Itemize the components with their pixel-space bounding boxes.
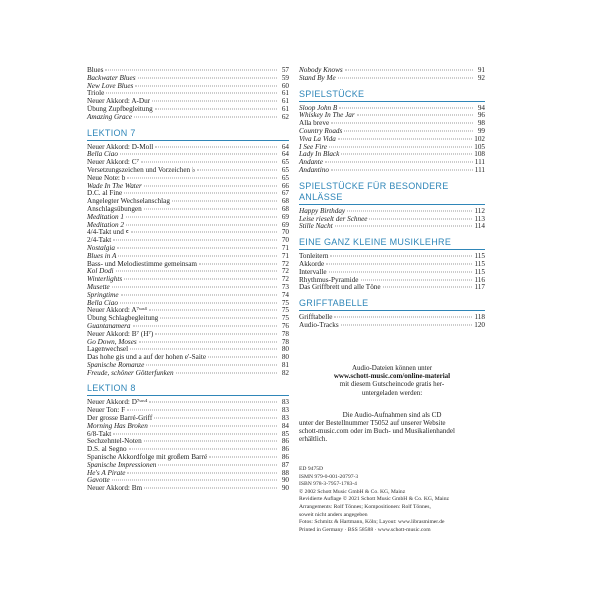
toc-entry-page: 90: [281, 484, 289, 493]
toc-entry-page: 111: [474, 158, 485, 167]
toc-entry-title: Angelegter Wechselanschlag: [87, 197, 170, 206]
toc-dot-leader: [120, 154, 277, 155]
toc-dot-leader: [335, 226, 473, 227]
audio-download-note: [299, 364, 485, 453]
toc-entry-title: Nostalgia: [87, 243, 115, 252]
toc-entry-title: Andante: [299, 158, 323, 167]
toc-entry-page: 115: [474, 259, 485, 268]
toc-dot-leader: [139, 341, 277, 342]
toc-entry: [299, 261, 485, 269]
toc-entry-title: Wade In The Water: [87, 181, 142, 190]
online-material-link[interactable]: www.schott-music.com/online-material: [333, 372, 451, 381]
toc-entry-page: 65: [281, 165, 289, 174]
toc-dot-leader: [160, 318, 277, 319]
toc-list-musiklehre: [299, 253, 485, 292]
toc-dot-leader: [124, 279, 277, 280]
toc-dot-leader: [199, 263, 277, 264]
toc-entry-title: 2/4-Takt: [87, 236, 112, 245]
audio-cd-line: erhältlich.: [299, 435, 328, 444]
toc-entry-title: Morning Has Broken: [87, 421, 148, 430]
toc-entry-page: 88: [281, 468, 289, 477]
toc-entry-page: 64: [281, 142, 289, 151]
toc-dot-leader: [383, 287, 473, 288]
toc-dot-leader: [149, 402, 277, 403]
toc-dot-leader: [329, 146, 472, 147]
toc-entry-title: Backwater Blues: [87, 73, 136, 82]
toc-dot-leader: [117, 247, 277, 248]
toc-entry-page: 118: [474, 313, 485, 322]
toc-dot-leader: [326, 263, 472, 264]
toc-dot-leader: [208, 357, 277, 358]
toc-left-column: [87, 67, 289, 493]
toc-dot-leader: [197, 169, 277, 170]
toc-entry-title: Bella Ciao: [87, 150, 118, 159]
toc-entry-page: 111: [474, 165, 485, 174]
toc-entry-title: Bella Ciao: [87, 298, 118, 307]
toc-entry-page: 72: [281, 267, 289, 276]
toc-entry-title: Viva La Vida: [299, 134, 336, 143]
toc-dot-leader: [113, 240, 277, 241]
toc-dot-leader: [127, 177, 277, 178]
toc-dot-leader: [357, 115, 473, 116]
toc-dot-leader: [116, 271, 277, 272]
toc-entry-page: 60: [281, 81, 289, 90]
toc-dot-leader: [331, 123, 473, 124]
toc-dot-leader: [347, 210, 472, 211]
toc-entry-page: 82: [281, 368, 289, 377]
toc-entry-title: Anschlagsübungen: [87, 204, 142, 213]
toc-entry-title: Blues in A: [87, 251, 117, 260]
toc-entry-page: 116: [474, 275, 485, 284]
toc-entry-page: 74: [281, 290, 289, 299]
audio-note-line: Audio-Dateien können unter: [351, 364, 433, 372]
revised-edition: Revidierte Auflage © 2021 Schott Music GmbH & Co. KG, Mainz: [299, 496, 449, 503]
toc-entry-title: Spanische Akkordfolge mit großem Barré: [87, 453, 208, 462]
toc-entry-page: 81: [281, 360, 289, 369]
toc-entry: [87, 114, 289, 122]
toc-entry-page: 57: [281, 66, 289, 74]
printed-in: Printed in Germany · BSS 58588 · www.schott-music.com: [299, 526, 431, 533]
toc-dot-leader: [329, 271, 473, 272]
toc-dot-leader: [150, 425, 277, 426]
toc-dot-leader: [172, 201, 277, 202]
toc-dot-leader: [126, 224, 277, 225]
toc-entry-title: Andantino: [299, 165, 329, 174]
toc-entry-page: 66: [281, 181, 289, 190]
toc-dot-leader: [120, 302, 277, 303]
toc-dot-leader: [138, 77, 277, 78]
toc-entry-page: 71: [281, 243, 289, 252]
toc-entry-page: 68: [281, 197, 289, 206]
toc-entry-page: 115: [474, 252, 485, 261]
toc-entry: [87, 83, 289, 91]
toc-entry-title: Country Roads: [299, 126, 343, 135]
section-heading-lektion-7: LEKTION 7: [87, 128, 289, 141]
toc-entry-title: He's A Pirate: [87, 468, 126, 477]
toc-entry-title: Spanische Romanze: [87, 360, 145, 369]
toc-dot-leader: [155, 108, 277, 109]
toc-dot-leader: [334, 317, 472, 318]
audio-cd-line: Die Audio-Aufnahmen sind als CD: [342, 410, 442, 419]
toc-entry-title: Freude, schöner Götterfunken: [87, 368, 174, 377]
toc-entry-page: 64: [281, 150, 289, 159]
toc-entry-page: 72: [281, 259, 289, 268]
toc-entry-page: 83: [281, 398, 289, 407]
toc-entry: [299, 253, 485, 261]
ismn: ISMN 979-0-001-20797-3: [299, 473, 359, 480]
toc-entry-page: 114: [474, 222, 485, 231]
publisher-info: [299, 466, 495, 534]
toc-dot-leader: [124, 193, 277, 194]
toc-entry-title: Lady In Black: [299, 150, 340, 159]
toc-entry-page: 86: [281, 453, 289, 462]
toc-dot-leader: [338, 138, 472, 139]
toc-dot-leader: [176, 372, 277, 373]
toc-dot-leader: [345, 70, 473, 71]
audio-note-line: untergeladen werden:: [361, 388, 423, 397]
audio-cd-line: schott-music.com oder im Buch- und Musikalienhandel: [299, 427, 455, 436]
toc-entry-page: 69: [281, 212, 289, 221]
toc-entry-page: 75: [281, 298, 289, 307]
toc-entry-page: 85: [281, 429, 289, 438]
section-heading-lektion-8: LEKTION 8: [87, 383, 289, 396]
toc-entry-page: 115: [474, 267, 485, 276]
toc-entry-title: Meditation 1: [87, 212, 124, 221]
toc-entry-title: Gavotte: [87, 476, 110, 485]
toc-entry-title: Sloop John B: [299, 103, 338, 112]
section-heading-grifftabelle: GRIFFTABELLE: [299, 298, 485, 311]
toc-entry-page: 80: [281, 345, 289, 354]
toc-entry-page: 62: [281, 112, 289, 121]
toc-entry-page: 96: [477, 111, 485, 120]
toc-entry-page: 78: [281, 337, 289, 346]
toc-right-column: [299, 67, 485, 330]
toc-entry: [299, 167, 485, 175]
toc-dot-leader: [144, 488, 277, 489]
toc-entry: [299, 284, 485, 292]
toc-dot-leader: [146, 364, 277, 365]
toc-dot-leader: [144, 185, 277, 186]
toc-entry: [87, 237, 289, 245]
toc-entry-page: 61: [281, 104, 289, 113]
toc-entry-title: Lagenwechsel: [87, 345, 129, 354]
toc-dot-leader: [325, 162, 473, 163]
toc-entry-title: Springtime: [87, 290, 119, 299]
toc-dot-leader: [133, 325, 277, 326]
toc-entry-page: 87: [281, 460, 289, 469]
toc-entry-page: 83: [281, 414, 289, 423]
toc-entry-title: Neuer Akkord: D-Moll: [87, 142, 154, 151]
toc-entry: [87, 229, 289, 237]
toc-entry-page: 92: [477, 73, 485, 82]
toc-entry-page: 75: [281, 306, 289, 315]
toc-entry-page: 86: [281, 437, 289, 446]
toc-entry-page: 83: [281, 406, 289, 415]
toc-dot-leader: [152, 101, 277, 102]
toc-entry-title: Versetzungszeichen und Vorzeichen ♭: [87, 165, 196, 174]
toc-entry-page: 73: [281, 282, 289, 291]
toc-entry: [299, 223, 485, 231]
toc-entry: [87, 485, 289, 493]
toc-entry-title: Musette: [87, 282, 110, 291]
toc-dot-leader: [127, 410, 277, 411]
toc-entry-page: 72: [281, 275, 289, 284]
toc-entry-page: 61: [281, 97, 289, 106]
toc-entry-title: Blues: [87, 66, 104, 74]
toc-entry-page: 102: [474, 134, 485, 143]
toc-dot-leader: [331, 169, 473, 170]
toc-entry-title: Stand By Me: [299, 73, 336, 82]
toc-entry-title: D.S. al Segno: [87, 445, 127, 454]
toc-dot-leader: [105, 70, 277, 71]
toc-entry-page: 75: [281, 314, 289, 323]
toc-entry-title: Sechzehntel-Noten: [87, 437, 142, 446]
toc-list-lektion-7: [87, 144, 289, 378]
toc-entry-page: 65: [281, 173, 289, 182]
toc-entry: [299, 322, 485, 330]
toc-dot-leader: [344, 130, 473, 131]
toc-entry-title: Neuer Akkord: D⁷ˢᵘˢ⁴: [87, 398, 148, 407]
toc-entry-title: Bass- und Melodiestimme gemeinsam: [87, 259, 197, 268]
toc-dot-leader: [154, 418, 277, 419]
toc-entry-title: 4/4-Takt und 𝄴: [87, 228, 129, 237]
toc-entry: [87, 276, 289, 284]
toc-entry-page: 113: [474, 214, 485, 223]
toc-dot-leader: [134, 116, 277, 117]
toc-dot-leader: [141, 162, 277, 163]
toc-list-left-top: [87, 67, 289, 122]
copyright: © 2002 Schott Music GmbH & Co. KG, Mainz: [299, 488, 406, 495]
toc-entry-page: 70: [281, 228, 289, 237]
toc-entry-title: Alla breve: [299, 119, 330, 128]
toc-entry-title: Rhythmus-Pyramide: [299, 275, 359, 284]
toc-dot-leader: [112, 286, 277, 287]
toc-dot-leader: [118, 255, 277, 256]
toc-entry-page: 76: [281, 321, 289, 330]
audio-note-line: mit diesem Gutscheincode gratis her-: [339, 380, 445, 389]
toc-dot-leader: [112, 480, 277, 481]
toc-entry-page: 59: [281, 73, 289, 82]
toc-entry-title: 6/8-Takt: [87, 429, 112, 438]
toc-entry-page: 105: [474, 142, 485, 151]
toc-list-right-top: [299, 67, 485, 83]
toc-entry-page: 117: [474, 283, 485, 292]
toc-entry-page: 71: [281, 251, 289, 260]
toc-dot-leader: [149, 310, 277, 311]
toc-dot-leader: [121, 294, 277, 295]
toc-entry-title: Neuer Ton: F: [87, 406, 126, 415]
toc-entry-title: Das Griffbrett und alle Töne: [299, 283, 381, 292]
toc-entry-page: 68: [281, 204, 289, 213]
toc-entry-page: 94: [477, 103, 485, 112]
toc-entry-title: Amazing Grace: [87, 112, 132, 121]
toc-dot-leader: [341, 324, 473, 325]
toc-entry-page: 84: [281, 421, 289, 430]
toc-dot-leader: [330, 256, 472, 257]
toc-entry-title: Das hohe gis und a auf der hohen e'-Saite: [87, 353, 207, 362]
toc-list-lektion-8: [87, 399, 289, 493]
toc-entry: [87, 423, 289, 431]
toc-entry: [299, 75, 485, 83]
photos-layout-credit: Fotos: Schmitz & Hartmann, Köln; Layout: www.librasmimer.de: [299, 519, 445, 526]
toc-entry-title: Neuer Akkord: A⁷ˢᵘˢ⁴: [87, 306, 147, 315]
toc-entry-page: 69: [281, 220, 289, 229]
toc-entry-title: Spanische Impressionen: [87, 460, 157, 469]
toc-entry-page: 67: [281, 189, 289, 198]
toc-dot-leader: [127, 472, 277, 473]
arrangements-note: soweit nicht anders angegeben: [299, 511, 368, 518]
toc-entry: [87, 261, 289, 269]
toc-entry-title: Guantanamera: [87, 321, 131, 330]
toc-entry-title: Neuer Akkord: A-Dur: [87, 97, 151, 106]
toc-entry-title: Neuer Akkord: B⁷ (H⁷): [87, 329, 154, 338]
toc-dot-leader: [131, 232, 277, 233]
toc-entry-page: 91: [477, 66, 485, 74]
toc-entry-page: 70: [281, 236, 289, 245]
toc-entry-page: 112: [474, 206, 485, 215]
toc-dot-leader: [144, 441, 277, 442]
toc-entry-page: 90: [281, 476, 289, 485]
isbn: ISBN 978-3-7957-1783-4: [299, 481, 357, 488]
toc-dot-leader: [338, 77, 473, 78]
toc-dot-leader: [113, 433, 277, 434]
toc-entry-title: Leise rieselt der Schnee: [299, 214, 368, 223]
toc-entry-title: Meditation 2: [87, 220, 124, 229]
toc-dot-leader: [361, 279, 473, 280]
toc-entry-title: Triole: [87, 89, 105, 98]
toc-entry-title: Neuer Akkord: Bm: [87, 484, 143, 493]
toc-dot-leader: [158, 464, 277, 465]
edition-number: ED 9475D: [299, 466, 324, 472]
toc-entry-title: Neuer Akkord: C⁷: [87, 158, 140, 167]
toc-dot-leader: [339, 107, 473, 108]
toc-entry-title: Go Down, Moses: [87, 337, 137, 346]
toc-entry-title: Kol Dodi: [87, 267, 114, 276]
toc-dot-leader: [129, 449, 277, 450]
audio-cd-line: unter der Bestellnummer T5052 auf unserer Website: [299, 419, 446, 428]
toc-dot-leader: [369, 218, 472, 219]
toc-dot-leader: [130, 349, 277, 350]
toc-entry-title: Übung Schlagbegleitung: [87, 314, 159, 323]
toc-entry-title: Intervalle: [299, 267, 327, 276]
toc-entry-page: 78: [281, 329, 289, 338]
toc-entry-title: Neue Note: b: [87, 173, 126, 182]
section-heading-besondere-anlaesse: SPIELSTÜCKE FÜR BESONDERE ANLÄSSE: [299, 181, 485, 205]
toc-entry-page: 98: [477, 119, 485, 128]
toc-list-grifftabelle: [299, 314, 485, 330]
toc-entry: [87, 470, 289, 478]
toc-dot-leader: [135, 85, 277, 86]
toc-list-spielstuecke: [299, 105, 485, 175]
toc-entry-title: Whiskey In The Jar: [299, 111, 355, 120]
toc-dot-leader: [155, 146, 277, 147]
toc-entry-page: 108: [474, 150, 485, 159]
toc-entry-title: Der grosse Barré-Griff: [87, 414, 153, 423]
section-heading-musiklehre: EINE GANZ KLEINE MUSIKLEHRE: [299, 237, 485, 250]
toc-entry-title: Audio-Tracks: [299, 320, 339, 329]
toc-entry-page: 61: [281, 89, 289, 98]
toc-entry-page: 99: [477, 126, 485, 135]
toc-dot-leader: [126, 216, 277, 217]
section-heading-spielstuecke: SPIELSTÜCKE: [299, 89, 485, 102]
toc-entry-page: 86: [281, 445, 289, 454]
toc-entry-title: Akkorde: [299, 259, 325, 268]
toc-entry-title: Grifftabelle: [299, 313, 333, 322]
toc-entry-title: D.C. al Fine: [87, 189, 123, 198]
toc-entry-title: Übung Zupfbegleitung: [87, 104, 153, 113]
toc-list-besondere-anlaesse: [299, 208, 485, 231]
toc-dot-leader: [341, 154, 472, 155]
toc-entry-title: I See Fire: [299, 142, 328, 151]
toc-entry: [87, 245, 289, 253]
toc-entry: [87, 370, 289, 378]
toc-entry-page: 120: [474, 320, 485, 329]
toc-entry-title: Winterlights: [87, 275, 123, 284]
toc-dot-leader: [106, 93, 277, 94]
arrangements-credit: Arrangements: Rolf Tönnes; Kompositionen: Rolf Tönnes,: [299, 503, 431, 510]
toc-dot-leader: [209, 457, 277, 458]
toc-entry-title: Stille Nacht: [299, 222, 333, 231]
toc-entry-page: 65: [281, 158, 289, 167]
toc-entry: [299, 151, 485, 159]
toc-entry-title: Tonleitern: [299, 252, 329, 261]
toc-entry-title: Happy Birthday: [299, 206, 346, 215]
toc-dot-leader: [155, 333, 277, 334]
toc-entry-title: Nobody Knows: [299, 66, 343, 74]
toc-dot-leader: [144, 208, 277, 209]
toc-entry-title: New Love Blues: [87, 81, 134, 90]
toc-entry-page: 80: [281, 353, 289, 362]
